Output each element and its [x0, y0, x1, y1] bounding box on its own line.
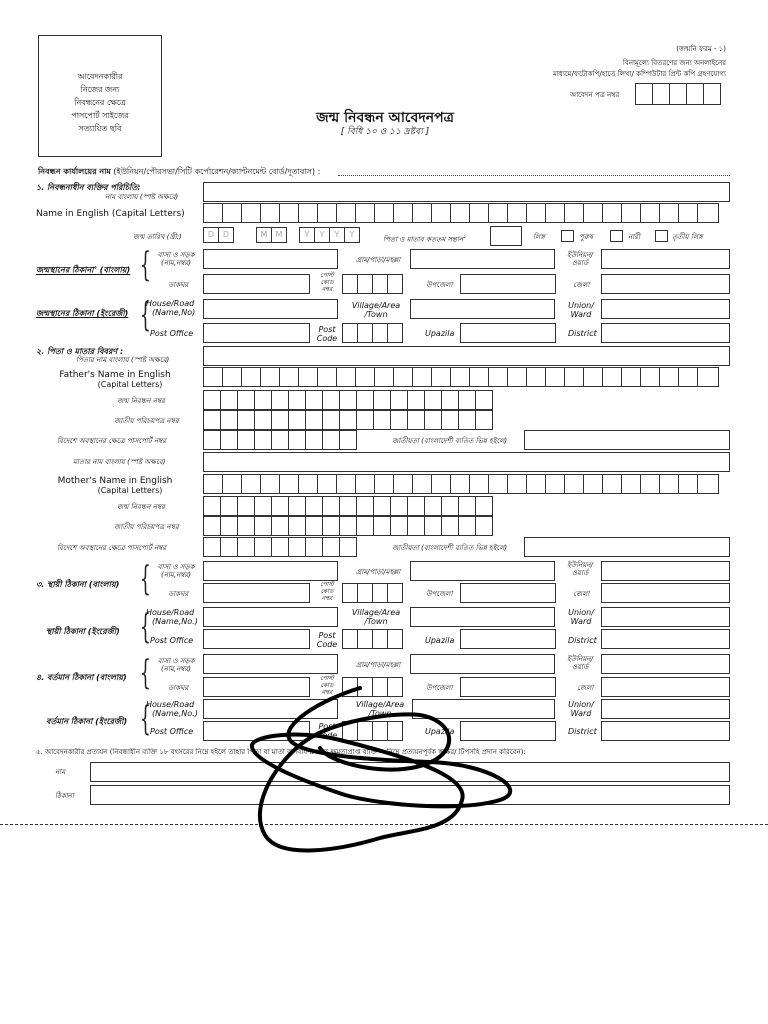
- l: Ward: [570, 617, 592, 626]
- l: Union/: [568, 301, 594, 310]
- l: (Capital Letters): [97, 380, 163, 389]
- dob-m: M: [256, 227, 272, 243]
- l: ইউনিয়ন/: [567, 655, 593, 663]
- office-label: নিবন্ধন কার্যালয়ের নাম: [38, 167, 111, 176]
- photo-line: সত্যায়িত ছবি: [78, 124, 122, 133]
- mother-bn-label: মাতার নাম বাংলায় (স্পষ্ট অক্ষরে): [73, 458, 166, 466]
- name-en-label: Name in English (Capital Letters): [36, 209, 185, 219]
- district-en-label: District: [568, 329, 597, 338]
- father-birthreg-label: জন্ম নিবন্ধন নম্বর: [117, 397, 165, 405]
- l: (নাম,নম্বর): [161, 259, 191, 267]
- village-bn-label: গ্রাম/পাড়া/মহল্লা: [356, 256, 401, 264]
- l: House/Road: [146, 700, 195, 709]
- upazila-bn-label: উপজেলা: [426, 281, 453, 289]
- sex-label: লিঙ্গ: [533, 233, 545, 241]
- section2-heading: ২. পিতা ও মাতার বিবরণ :: [36, 347, 124, 356]
- section4-en-heading: বর্তমান ঠিকানা (ইংরেজী): [46, 717, 128, 726]
- l: Post: [318, 631, 336, 640]
- father-passport-label: বিদেশে অবস্থানের ক্ষেত্রে পাসপোর্ট নম্বর: [57, 437, 167, 445]
- scribble-stroke: [252, 688, 510, 850]
- form-code: (জন্মনি ফরম - ১): [676, 45, 726, 53]
- l: ইউনিয়ন/: [567, 561, 593, 569]
- l: Code: [316, 731, 338, 740]
- l: ইউনিয়ন/: [567, 251, 593, 259]
- l: Post: [318, 722, 336, 731]
- l: কোড: [320, 682, 334, 689]
- upazila-bn-label: উপজেলা: [426, 590, 453, 598]
- l: নম্বর: [321, 286, 333, 293]
- brace: {: [140, 295, 151, 335]
- birth-order-sup: ১: [463, 234, 467, 240]
- section5-text: ৫. আবেদনকারীর প্রত্যয়ন (নিবন্ধাধীন ব্যক্তি ১৮ বৎসরের নিম্নে হইলে তাহার পিতা বা মাতা বা বিধি-৯ মতে ক্ষমতাপ্রাপ্ত ব্যক্তি** নিম্নে প্রত্যয়নপূর্বক স্বাক্ষর/ টিপসহি প্রদান করিবেন):: [36, 748, 526, 756]
- dob-m: M: [271, 227, 287, 243]
- dob-y: Y: [344, 227, 360, 243]
- pob-bn-suffix: (বাংলায়): [99, 265, 131, 275]
- dob-y: Y: [314, 227, 330, 243]
- brace: {: [140, 653, 151, 693]
- dob-label: জন্ম তারিখ (খ্রী:): [133, 233, 182, 241]
- l: House/Road: [146, 608, 195, 617]
- post-office-en-label: Post Office: [150, 727, 194, 736]
- l: কোড: [320, 279, 334, 286]
- l: নম্বর: [321, 595, 333, 602]
- l: Village/Area: [355, 700, 405, 709]
- form-subtitle: [ বিধি ১০ ও ১১ দ্রষ্টব্য ]: [340, 127, 430, 137]
- l: Father's Name in English: [59, 370, 171, 380]
- dob-d: D: [218, 227, 234, 243]
- district-bn-label: জেলা: [573, 590, 590, 598]
- district-bn-label: জেলা: [573, 281, 590, 289]
- l: বাসা ও সড়ক: [157, 251, 195, 259]
- sex-male-label: পুরুষ: [579, 233, 593, 241]
- village-bn-label: গ্রাম/পাড়া/মহল্লা: [356, 661, 401, 669]
- l: (Capital Letters): [97, 486, 163, 495]
- l: House/Road: [146, 299, 195, 308]
- l: পোস্ট: [320, 675, 334, 682]
- l: (Name,No.): [152, 617, 198, 626]
- form-title: জন্ম নিবন্ধন আবেদনপত্র: [316, 110, 454, 126]
- sex-third-label: তৃতীয় লিঙ্গ: [672, 233, 703, 241]
- post-office-en-label: Post Office: [150, 636, 194, 645]
- pob-en-label: জন্মস্থানের ঠিকানা (ইংরেজী): [36, 309, 129, 318]
- upazila-en-label: Upazila: [425, 727, 455, 736]
- brace: {: [140, 607, 151, 647]
- l: বাসা ও সড়ক: [157, 563, 195, 571]
- l: Ward: [570, 310, 592, 319]
- post-office-bn-label: ডাকঘর: [168, 590, 189, 598]
- post-office-bn-label: ডাকঘর: [168, 684, 189, 692]
- section3-bn-heading: ৩. স্থায়ী ঠিকানা (বাংলায়): [36, 580, 120, 589]
- l: /Town: [364, 617, 388, 626]
- dob-y: Y: [329, 227, 345, 243]
- l: (Name,No.): [152, 709, 198, 718]
- l: Mother's Name in English: [57, 476, 173, 486]
- l: (নাম,নম্বর): [161, 571, 191, 579]
- office-hint: (ইউনিয়ন/পৌরসভা/সিটি কর্পোরেশন/ক্যান্টনমেন্ট বোর্ড/দূতাবাস) :: [113, 167, 321, 176]
- l: Ward: [570, 709, 592, 718]
- l: Post: [318, 325, 336, 334]
- upazila-en-label: Upazila: [425, 329, 455, 338]
- dob-y: Y: [299, 227, 315, 243]
- l: নম্বর: [321, 689, 333, 696]
- dob-d: D: [203, 227, 219, 243]
- l: Code: [316, 640, 338, 649]
- district-bn-label: জেলা: [577, 684, 594, 692]
- district-en-label: District: [568, 727, 597, 736]
- l: কোড: [320, 588, 334, 595]
- mother-passport-label: বিদেশে অবস্থানের ক্ষেত্রে পাসপোর্ট নম্বর: [57, 544, 167, 552]
- l: পোস্ট: [320, 581, 334, 588]
- mother-nationality-label: জাতীয়তা (বাংলাদেশী ব্যতিত ভিন্ন হইলে): [392, 544, 508, 552]
- free-distribution-line1: বিনামূল্যে বিতরণের জন্য অনলাইনের: [622, 59, 726, 67]
- l: ওয়ার্ড: [571, 663, 589, 671]
- free-distribution-line2: মাধ্যমে/ফটোকপি/হাতে লিখা/ কম্পিউটার প্রিন্ট কপি গ্রহণযোগ্য: [552, 70, 726, 78]
- father-nid-label: জাতীয় পরিচয়পত্র নম্বর: [114, 417, 179, 425]
- upazila-bn-label: উপজেলা: [426, 684, 453, 692]
- post-office-en-label: Post Office: [150, 329, 194, 338]
- mother-birthreg-label: জন্ম নিবন্ধন নম্বর: [117, 503, 165, 511]
- photo-line: নিজের জন্য: [80, 85, 120, 94]
- brace: {: [140, 245, 151, 285]
- l: (Name,No): [152, 308, 196, 317]
- l: (নাম,নম্বর): [161, 665, 191, 673]
- village-bn-label: গ্রাম/পাড়া/মহল্লা: [356, 568, 401, 576]
- l: বাসা ও সড়ক: [157, 657, 195, 665]
- pob-bn-text: জন্মস্থানের ঠিকানা: [36, 265, 94, 275]
- birth-order-text: পিতা ও মাতার কততম সন্তান: [383, 235, 464, 244]
- mother-nid-label: জাতীয় পরিচয়পত্র নম্বর: [114, 523, 179, 531]
- photo-line: আবেদনকারীর: [77, 72, 123, 81]
- l: ওয়ার্ড: [571, 569, 589, 577]
- l: Union/: [568, 608, 594, 617]
- brace: {: [140, 699, 151, 739]
- application-number-label: আবেদন পত্র নম্বর: [570, 91, 620, 99]
- post-office-bn-label: ডাকঘর: [168, 281, 189, 289]
- district-en-label: District: [568, 636, 597, 645]
- l: Union/: [568, 700, 594, 709]
- l: পোস্ট: [320, 272, 334, 279]
- l: Code: [316, 334, 338, 343]
- father-bn-label: পিতার নাম বাংলায় (স্পষ্ট অক্ষরে): [76, 356, 170, 364]
- l: /Town: [364, 310, 388, 319]
- section3-en-heading: স্থায়ী ঠিকানা (ইংরেজী): [46, 627, 120, 636]
- photo-line: পাসপোর্ট সাইজের: [71, 111, 129, 120]
- sex-female-label: নারী: [628, 233, 641, 241]
- brace: {: [140, 559, 151, 599]
- upazila-en-label: Upazila: [425, 636, 455, 645]
- section4-bn-heading: ৪. বর্তমান ঠিকানা (বাংলায়): [36, 673, 127, 682]
- l: Village/Area: [351, 301, 401, 310]
- applicant-name-label: নাম: [55, 768, 66, 776]
- photo-line: নিবন্ধনের ক্ষেত্রে: [74, 98, 126, 107]
- applicant-address-label: ঠিকানা: [55, 792, 74, 800]
- l: Village/Area: [351, 608, 401, 617]
- father-nationality-label: জাতীয়তা (বাংলাদেশী ব্যতিত ভিন্ন হইলে): [392, 437, 508, 445]
- l: /Town: [368, 709, 392, 718]
- section1-heading: ১. নিবন্ধনাধীন ব্যক্তির পরিচিতি:: [36, 183, 141, 192]
- name-bn-label: নাম বাংলায় (স্পষ্ট অক্ষরে): [105, 193, 179, 201]
- pob-bn-sup: ২: [93, 265, 97, 271]
- l: ওয়ার্ড: [571, 259, 589, 267]
